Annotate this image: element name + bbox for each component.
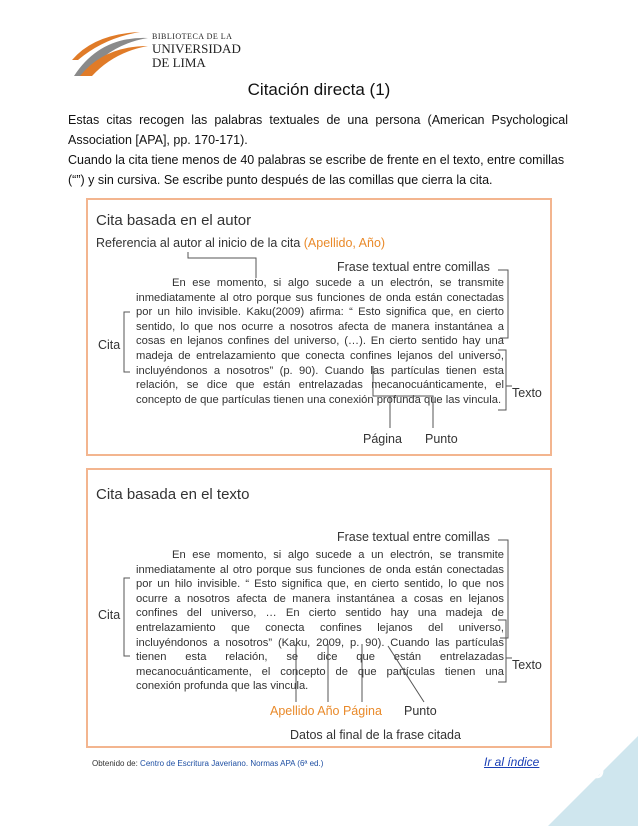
logo-line-2: UNIVERSIDAD <box>152 41 241 56</box>
label-apellido-anio-pagina: Apellido Año Página <box>270 704 382 718</box>
panel2-connector-lines <box>88 470 554 750</box>
quote-text: En ese momento, si algo sucede a un electrón, se transmite inmediatamente al otro porque sus funciones de onda están conectadas por un hilo invisible. Kaku(2009) afirma: “ Esto significa que, en cierto sentido, lo que nos ocurre a nosotros afecta de manera instantánea a cosas en lejanos confines del universo, (…). En cierto sentido hay una madeja de entrelazamiento que conecta confines lejanos del universo, incluyéndonos a nosotros” (p. 90). Cuando las partículas tienen esta relación, se dice que están entrelazadas mecanocuánticamente, el concepto de que partículas tienen una conexión profunda que las vincula. <box>136 277 504 406</box>
logo-swoosh-icon <box>70 30 150 80</box>
label-cita: Cita <box>98 338 121 352</box>
panel-heading: Cita basada en el autor <box>96 212 252 229</box>
index-link[interactable]: Ir al índice <box>484 755 540 769</box>
page-number: 6 <box>588 752 605 785</box>
example-panel-text <box>86 468 552 748</box>
label-texto: Texto <box>512 386 542 400</box>
page-title: Citación directa (1) <box>247 80 391 99</box>
source-prefix: Obtenido de: <box>92 759 138 768</box>
example-panel-author <box>86 198 552 456</box>
source-link[interactable]: Centro de Escritura Javeriano. Normas APA (6ª ed.) <box>140 759 324 768</box>
label-cita: Cita <box>98 608 121 622</box>
intro-paragraph-1: Estas citas recogen las palabras textuales de una persona (American Psychological Association [APA], pp. 170-171). <box>68 113 568 147</box>
label-punto: Punto <box>425 432 458 446</box>
label-quote: Frase textual entre comillas <box>337 260 490 274</box>
panel-heading: Cita basada en el texto <box>96 486 250 503</box>
logo-line-1: BIBLIOTECA DE LA <box>152 32 233 41</box>
intro-paragraph-2: Cuando la cita tiene menos de 40 palabras se escribe de frente en el texto, entre comillas (“”) y sin cursiva. Se escribe punto después de las comillas que cierra la cita. <box>68 153 565 187</box>
label-pagina: Página <box>363 432 402 446</box>
quote-text: En ese momento, si algo sucede a un electrón, se transmite inmediatamente al otro porque sus funciones de onda están conectadas por un hilo invisible. “ Esto significa que, en cierto sentido, lo que nos ocurre a nosotros afecta de manera instantánea a cosas en lejanos confines del universo, … En cierto sentido hay una madeja de entrelazamiento que conecta confines lejanos del universo, incluyéndonos a nosotros” (Kaku, 2009, p. 90). Cuando las partículas tienen esta relación, se dice que están entrelazadas mecanocuánticamente, el concepto de que partículas tienen una conexión profunda que las vincula. <box>136 549 504 693</box>
label-texto: Texto <box>512 658 542 672</box>
source-citation <box>92 759 323 768</box>
university-logo <box>70 30 240 80</box>
subheading-text: Referencia al autor al inicio de la cita <box>96 236 301 250</box>
panel1-connector-lines <box>88 200 554 458</box>
logo-line-3: DE LIMA <box>152 55 206 70</box>
label-datos-final: Datos al final de la frase citada <box>290 728 461 742</box>
label-quote: Frase textual entre comillas <box>337 530 490 544</box>
label-punto: Punto <box>404 704 437 718</box>
subheading-note: (Apellido, Año) <box>303 236 386 250</box>
